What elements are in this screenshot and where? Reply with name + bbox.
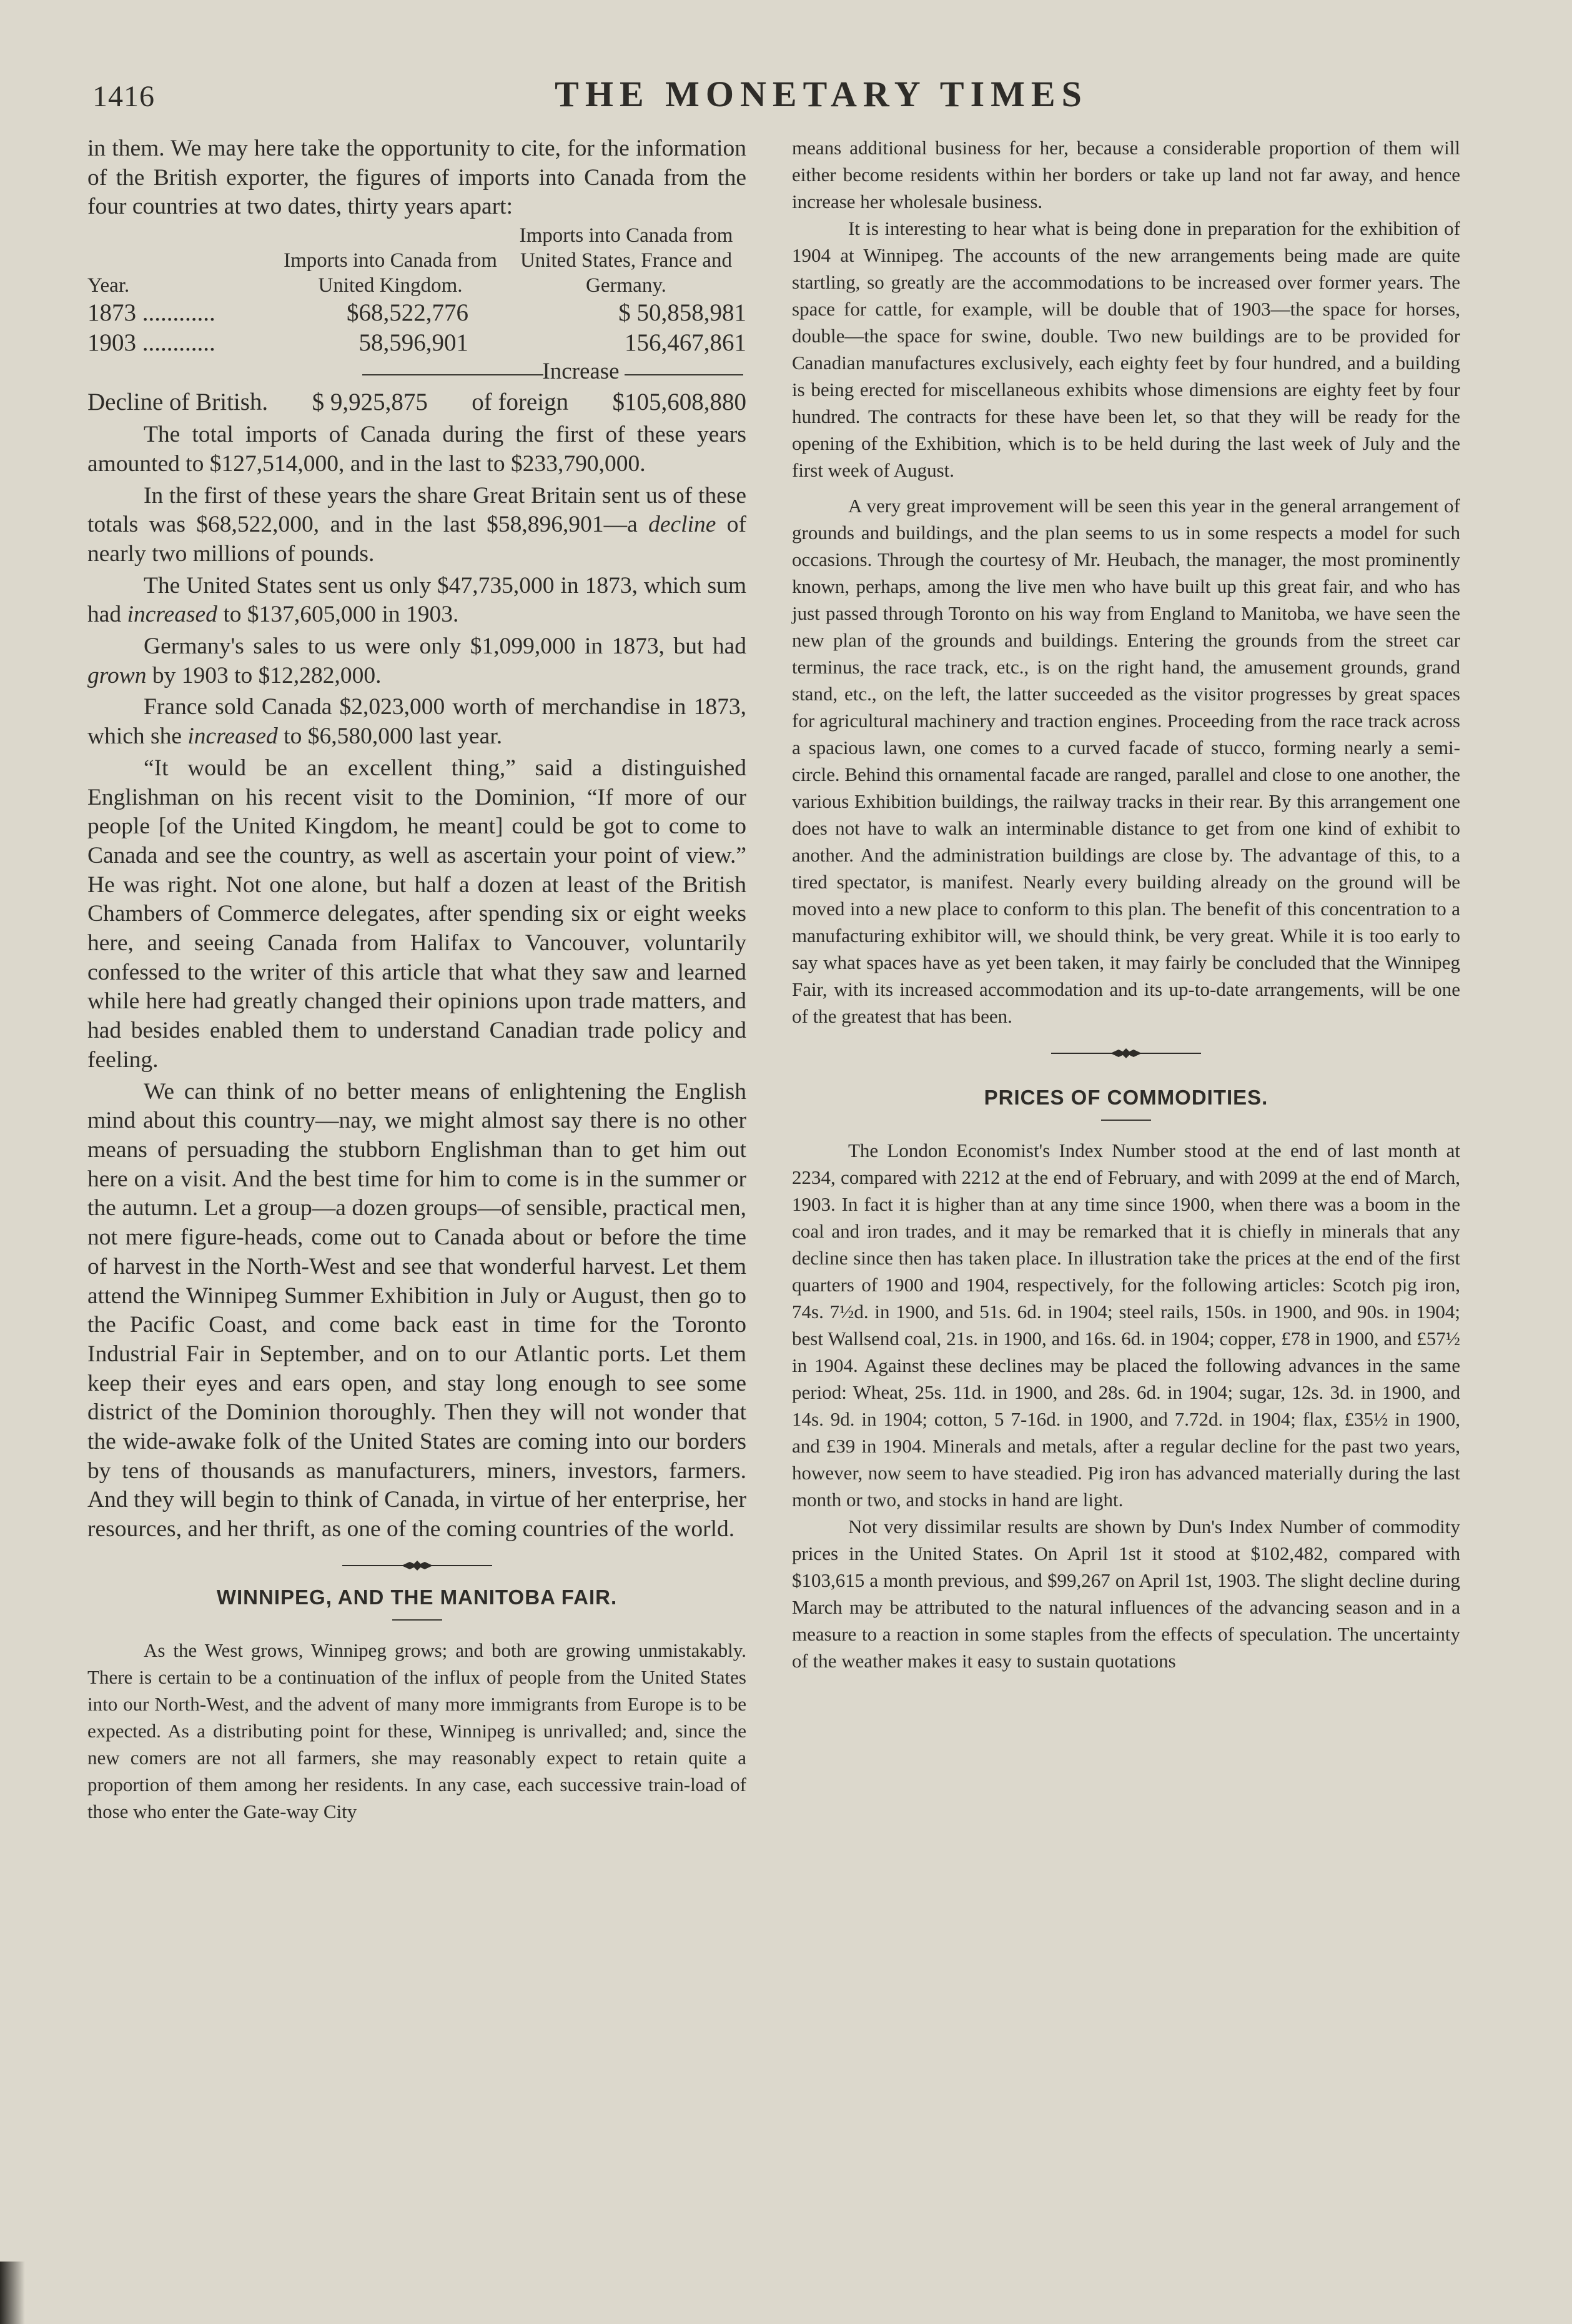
row-year: 1903 ............: [87, 329, 215, 357]
row-other-value: $ 50,858,981: [618, 299, 746, 327]
ornament-icon: [1051, 1047, 1201, 1060]
left-column: [87, 134, 746, 1825]
ornament-icon: [342, 1559, 492, 1572]
row-year: 1873 ............: [87, 299, 215, 327]
page-number: 1416: [92, 80, 155, 113]
section-heading: PRICES OF COMMODITIES.: [984, 1086, 1268, 1109]
paragraph: As the West grows, Winnipeg grows; and both are growing unmistakably. There is certain to be a continuation of the influx of people from the United States into our North-West, and the advent of many more immigrants from Europe is to be expected. As a distributing point for these, Winnipeg is unrivalled; and, since the new comers are not all farmers, she may reasonably expect to retain quite a proportion of them among her residents. In any case, each successive train-load of those who enter the Gate-way City: [87, 1639, 746, 1822]
paragraph: Germany's sales to us were only $1,099,000 in 1873, but had grown by 1903 to $12,282,000.: [87, 633, 746, 688]
paragraph: In the first of these years the share Great Britain sent us of these totals was $68,522,000, and in the last $58,896,901—a decline of nearly two millions of pounds.: [87, 482, 746, 567]
paragraph: The United States sent us only $47,735,000 in 1873, which sum had increased to $137,605,000 in 1903.: [87, 572, 746, 628]
paragraph: “It would be an excellent thing,” said a distinguished Englishman on his recent visit to the Dominion, “If more of our people [of the United Kingdom, he meant] could be got to come to Canada and see the country, as well as ascertain your point of view.” He was right. Not one alone, but half a dozen at least of the British Chambers of Commerce delegates, after spending six or eight weeks here, and seeing Canada from Halifax to Vancouver, voluntarily confessed to the writer of this article that what they saw and learned while here had greatly changed their opinions upon trade matters, and had besides enabled them to understand Canadian trade policy and feeling.: [87, 755, 746, 1073]
page-edge-shadow: [0, 2262, 25, 2324]
heading-rule: [392, 1619, 442, 1621]
table-row: [87, 298, 746, 328]
page-header: [87, 66, 1480, 122]
decline-row: [87, 387, 746, 418]
col-other-header: Imports into Canada from United States, France and Germany.: [519, 224, 733, 297]
paragraph: France sold Canada $2,023,000 worth of merchandise in 1873, which she increased to $6,580,000 last year.: [87, 694, 746, 750]
paragraph: A very great improvement will be seen this year in the general arrangement of grounds and buildings, and the plan seems to us in some respects a model for such occasions. Through the courtesy of Mr. Heubach, the manager, the most prominently known, perhaps, among the live men who have built up this great fair, and who has just passed through Toronto on his way from England to Manitoba, we have seen the new plan of the grounds and buildings. Entering the grounds from the street car terminus, the race track, etc., is on the right hand, the amusement grounds, grand stand, etc., on the left, the latter succeeded as the visitor progresses by great spaces for agricultural machinery and traction engines. Proceeding from the race track across a spacious lawn, one comes to a curved facade of stucco, forming nearly a semi-circle. Behind this ornamental facade are ranged, parallel and close to one another, the various Exhibition buildings, the railway tracks in their rear. By this arrangement one does not have to walk an interminable distance to get from one kind of exhibit to another. And the administration buildings are close by. The advantage of this, to a tired spectator, is manifest. Nearly every building already on the ground will be moved into a new place to conform to this plan. The benefit of this concentration to a manufacturing exhibitor will, we should think, be very great. While it is too early to say what spaces have as yet been taken, it may fairly be concluded that the Winnipeg Fair, with its increased accommodation and its up-to-date arrangements, will be one of the greatest that has been.: [792, 495, 1460, 1027]
paragraph: Not very dissimilar results are shown by Dun's Index Number of commodity prices in the United States. On April 1st it stood at $102,482, compared with $103,615 a month previous, and $99,267 on April 1st, 1903. The slight decline during March may be attributed to the natural influences of the advancing season and in a measure to a reaction in some staples from the effects of speculation. The uncertainty of the weather makes it easy to sustain quotations: [792, 1516, 1460, 1672]
section-heading: WINNIPEG, AND THE MANITOBA FAIR.: [216, 1585, 618, 1609]
total-rule: [625, 374, 743, 375]
increase-row: [87, 358, 746, 387]
col-year-header: Year.: [87, 274, 130, 297]
heading-rule: [1101, 1120, 1151, 1121]
paragraph: The total imports of Canada during the first of these years amounted to $127,514,000, and in the last to $233,790,000.: [87, 422, 746, 477]
foreign-value: $105,608,880: [612, 389, 746, 416]
imports-table: [87, 223, 746, 358]
row-uk-value: $68,522,776: [347, 299, 468, 327]
publication-title: THE MONETARY TIMES: [555, 74, 1088, 114]
table-row: [87, 328, 746, 358]
intro-paragraph: in them. We may here take the opportunity to cite, for the information of the British exporter, the figures of imports into Canada from the four countries at two dates, thirty years apart:: [87, 136, 746, 220]
right-column: [792, 134, 1460, 1674]
increase-label: Increase: [542, 359, 620, 385]
paragraph: It is interesting to hear what is being done in preparation for the exhibition of 1904 at Winnipeg. The accounts of the new arrangements being made are quite startling, so greatly are the accommodations to be increased over former years. The space for cattle, for example, will be double that of 1903—the space for horses, double—the space for swine, double. Two new buildings are to be provided for Canadian manufactures exclusively, each eighty feet by four hundred, and a building is being erected for miscellaneous exhibits whose dimensions are eighty feet by four hundred. The contracts for these have been let, so that they will be ready for the opening of the Exhibition, which is to be held during the last week of July and the first week of August.: [792, 217, 1460, 481]
decline-value: $ 9,925,875: [312, 389, 428, 416]
paragraph: We can think of no better means of enlightening the English mind about this country—nay, we might almost say there is no other means of persuading the stubborn Englishman than to get him out here on a visit. And the best time for him to come is in the summer or the autumn. Let a group—a dozen groups—of sensible, practical men, not mere figure-heads, come out to Canada about or before the time of harvest in the North-West and see that wonderful harvest. Let them attend the Winnipeg Summer Exhibition in July or August, then go to the Pacific Coast, and come back east in time for the Toronto Industrial Fair in September, and on to our Atlantic ports. Let them keep their eyes and ears open, and stay long enough to see some district of the Dominion thoroughly. Then they will not wonder that the wide-awake folk of the United States are coming into our borders by tens of thousands as manufacturers, miners, investors, farmers. And they will begin to think of Canada, in virtue of her enterprise, her resources, and her thrift, as one of the coming countries of the world.: [87, 1078, 746, 1542]
paragraph: means additional business for her, because a considerable proportion of them will either become residents within her borders or take up land not far away, and hence increase her wholesale business.: [792, 137, 1460, 212]
row-other-value: 156,467,861: [625, 329, 746, 357]
paragraph: The London Economist's Index Number stood at the end of last month at 2234, compared with 2212 at the end of February, and with 2099 at the end of March, 1903. In fact it is higher than at any time since 1900, when there was a boom in the coal and iron trades, and it may be remarked that it is chiefly in minerals that any decline since then has taken place. In illustration take the prices at the end of the first quarters of 1900 and 1904, respectively, for the following articles: Scotch pig iron, 74s. 7½d. in 1900, and 51s. 6d. in 1904; steel rails, 150s. in 1900, and 90s. in 1904; best Wallsend coal, 21s. in 1900, and 16s. 6d. in 1904; copper, £78 in 1900, and £57½ in 1904. Against these declines may be placed the following advances in the same period: Wheat, 25s. 11d. in 1900, and 28s. 6d. in 1904; sugar, 12s. 3d. in 1900, and 14s. 9d. in 1904; cotton, 5 7-16d. in 1900, and 7.72d. in 1904; flax, £35½ in 1900, and £39 in 1904. Minerals and metals, after a regular decline for the past two years, however, now seem to have steadied. Pig iron has advanced materially during the last month or two, and stocks in hand are light.: [792, 1140, 1460, 1511]
foreign-label: of foreign: [472, 389, 569, 416]
row-uk-value: 58,596,901: [358, 329, 468, 357]
section-divider: [87, 1553, 746, 1578]
col-uk-header: Imports into Canada from United Kingdom.: [284, 249, 497, 297]
section-divider: [792, 1041, 1460, 1066]
imports-table-header: [87, 223, 746, 298]
decline-label: Decline of British.: [87, 389, 269, 416]
